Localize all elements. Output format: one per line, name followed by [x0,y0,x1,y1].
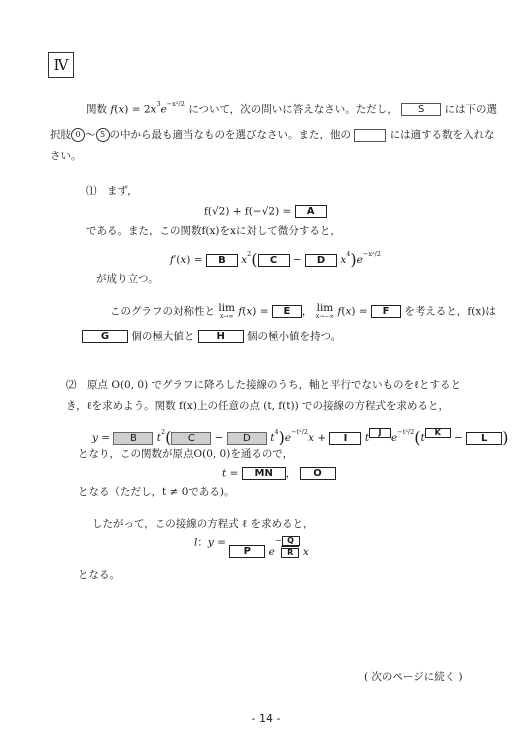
extrema-text: 個の極大値と [131,330,195,343]
answer-box-p[interactable]: P [229,545,265,558]
intro-line-1: 関数 $f(x) = 2x^3e^{-x^2/2}$ について，次の問いに答えなさい。ただし， S には下の選 [86,99,497,116]
answer-box-f[interactable]: F [371,305,401,318]
intro-text: 択肢 [50,129,71,141]
section-number: Ⅳ [53,56,69,74]
part1-label: ⑴ まず， [86,185,138,197]
answer-box-a[interactable]: A [295,205,327,218]
t-value-line: t = MN ， O [222,467,336,480]
answer-box-j[interactable]: J [369,428,391,438]
choice-0-marker: 0 [71,128,85,142]
equation-lhs: f(√2) + f(−√2) = [204,205,292,218]
choice-5-marker: 5 [96,128,110,142]
part2-text5: したがって，この接線の方程式 ℓ を求めると， [92,518,314,530]
answer-box-h[interactable]: H [198,330,244,343]
answer-box-e[interactable]: E [272,305,302,318]
answer-box-q[interactable]: Q [282,536,300,546]
function-definition: f [110,103,115,116]
answer-box-d-ref: D [227,432,267,445]
intro-text: の中から最も適当なものを選びなさい。また，他の [109,129,351,141]
blank-box [354,129,386,142]
part2-line1: ⑵ 原点 O(0, 0) でグラフに降ろした接線のうち，軸と平行でないものをℓとすると [66,379,462,391]
limit-minus-inf: lim x→−∞ [315,302,335,320]
answer-box-mn[interactable]: MN [242,467,286,480]
answer-box-s[interactable]: S [401,103,441,116]
part1-equation [204,205,327,218]
limit-line: このグラフの対称性と lim x→∞ f(x) = E ， lim x→−∞ f(x) = F を考えると，f(x)は [110,302,496,320]
part1-text2: が成り立つ。 [96,273,159,285]
answer-box-b[interactable]: B [206,254,238,267]
intro-text: には適する数を入れな [389,129,495,141]
part2-text6: となる。 [78,569,120,581]
part2-text3: となり，この関数が原点O(0, 0)を通るので， [78,448,294,460]
answer-box-o[interactable]: O [300,467,336,480]
extrema-text: 個の極小値を持つ。 [247,330,342,343]
limit-text: を考えると，f(x)は [404,305,496,318]
intro-text: 〜 [85,129,96,141]
answer-box-r[interactable]: R [281,548,299,558]
intro-text: 関数 [86,103,107,116]
line-l-equation: l：y = P e − Q R x [194,536,309,558]
limit-text: このグラフの対称性と [110,305,215,318]
answer-box-g[interactable]: G [82,330,128,343]
answer-box-l[interactable]: L [466,432,502,445]
part1-text1: である。また，この関数f(x)をxに対して微分すると， [86,225,341,237]
intro-line-3: さい。 [50,150,82,162]
answer-box-d[interactable]: D [305,254,337,267]
part2-line2: き，ℓを求めよう。関数 f(x)上の任意の点 (t, f(t)) での接線の方程式を求めると， [66,400,450,412]
limit-plus-inf: lim x→∞ [218,302,236,320]
intro-text: には下の選 [444,103,497,116]
answer-box-k[interactable]: K [425,428,451,438]
answer-box-c[interactable]: C [258,254,290,267]
tangent-equation: y = B $t^2$( C − D $t^4)e^{-t^2/2}x + I$ t J $e^{-t^2/2}(t$ K − L ) [92,428,509,447]
derivative-equation: f′(x) = B $x^2$( C − D $x^4)e^{-x^2/2}$ [170,250,381,269]
section-number-box [48,52,74,78]
intro-text: について，次の問いに答えなさい。ただし， [188,103,398,116]
answer-box-c-ref: C [171,432,211,445]
answer-box-b-ref: B [113,432,153,445]
extrema-line [82,330,341,343]
continued-note: ( 次のページに続く ) [364,671,463,683]
page-number: - 14 - [251,712,281,725]
part2-text4: となる（ただし，t ≠ 0である)。 [78,486,235,498]
intro-line-2 [50,128,495,142]
answer-box-i[interactable]: I [329,432,361,445]
